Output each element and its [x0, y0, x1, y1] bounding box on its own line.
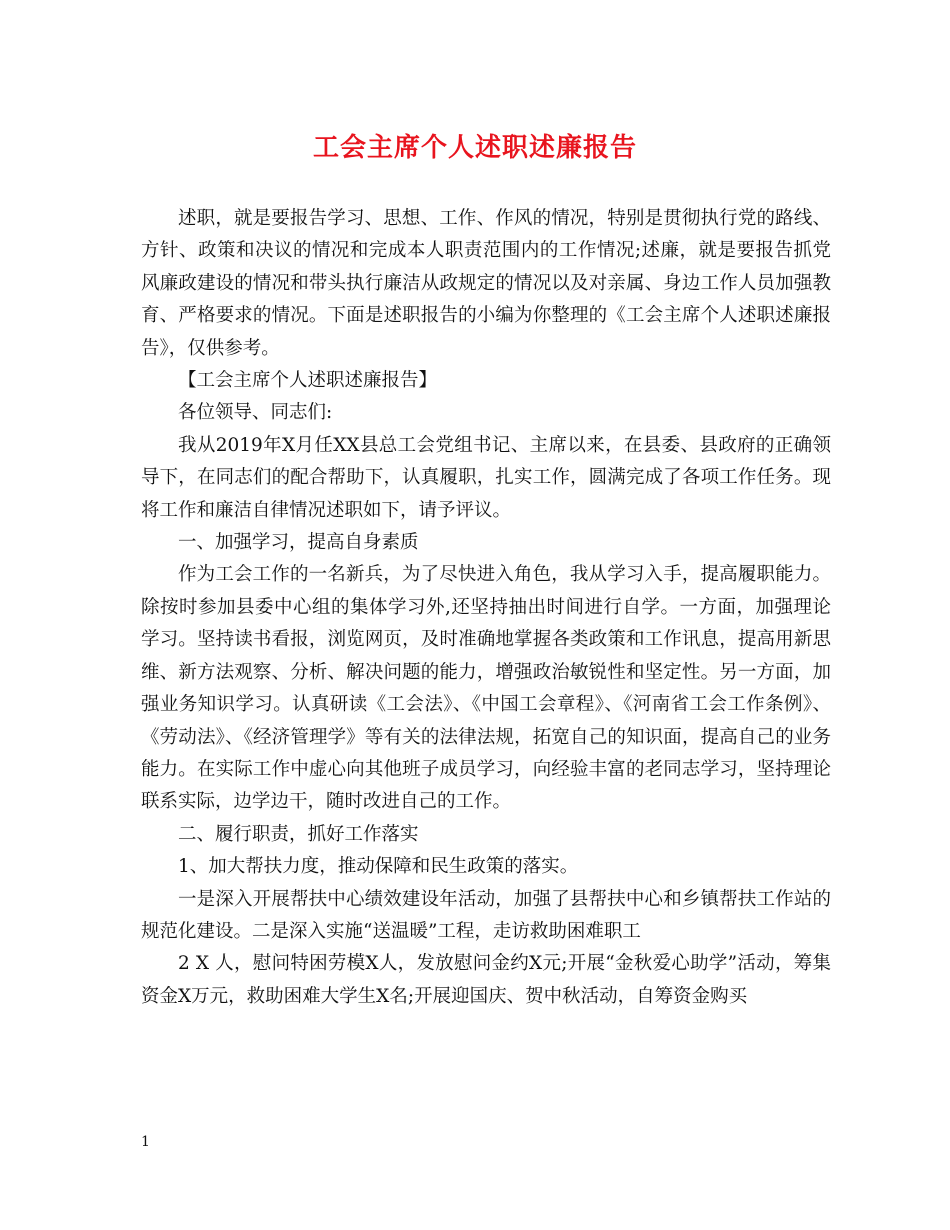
paragraph-assistance-continued: 2 X 人，慰问特困劳模X人，发放慰问金约X元;开展“金秋爱心助学”活动，筹集资金X万元，救助困难大学生X名;开展迎国庆、贺中秋活动，自筹资金购买 [141, 953, 831, 1007]
paragraph-study: 作为工会工作的一名新兵，为了尽快进入角色，我从学习入手，提高履职能力。除按时参加县委中心组的集体学习外,还坚持抽出时间进行自学。一方面，加强理论学习。坚持读书看报，浏览网页，及时准确地掌握各类政策和工作讯息，提高用新思维、新方法观察、分析、解决问题的能力，增强政治敏锐性和坚定性。另一方面，加强业务知识学习。认真研读《工会法》、《中国工会章程》、《河南省工会工作条例》、《劳动法》、《经济管理学》等有关的法律法规，拓宽自己的知识面，提高自己的业务能力。在实际工作中虚心向其他班子成员学习，向经验丰富的老同志学习，坚持理论联系实际，边学边干，随时改进自己的工作。 [141, 564, 831, 813]
document-body [141, 203, 831, 1013]
paragraph-opening: 我从2019年X月任XX县总工会党组书记、主席以来，在县委、县政府的正确领导下，在同志们的配合帮助下，认真履职，扎实工作，圆满完成了各项工作任务。现将工作和廉洁自律情况述职如下，请予评议。 [141, 434, 831, 521]
document-title: 工会主席个人述职述廉报告 [312, 133, 637, 163]
paragraph-salutation: 各位领导、同志们: [178, 402, 333, 424]
section-heading-2: 二、履行职责，抓好工作落实 [178, 823, 419, 845]
paragraph-assistance: 一是深入开展帮扶中心绩效建设年活动，加强了县帮扶中心和乡镇帮扶工作站的规范化建设。二是深入实施“送温暖”工程，走访救助困难职工 [141, 888, 831, 942]
page-number: 1 [141, 1134, 150, 1150]
paragraph-intro: 述职，就是要报告学习、思想、工作、作风的情况，特别是贯彻执行党的路线、方针、政策和决议的情况和完成本人职责范围内的工作情况;述廉，就是要报告抓党风廉政建设的情况和带头执行廉洁从政规定的情况以及对亲属、身边工作人员加强教育、严格要求的情况。下面是述职报告的小编为你整理的《工会主席个人述职述廉报告》，仅供参考。 [141, 208, 831, 359]
paragraph-heading-bracket: 【工会主席个人述职述廉报告】 [178, 370, 438, 392]
section-heading-1: 一、加强学习，提高自身素质 [178, 532, 419, 554]
subsection-heading-1: 1、加大帮扶力度，推动保障和民生政策的落实。 [178, 856, 579, 878]
